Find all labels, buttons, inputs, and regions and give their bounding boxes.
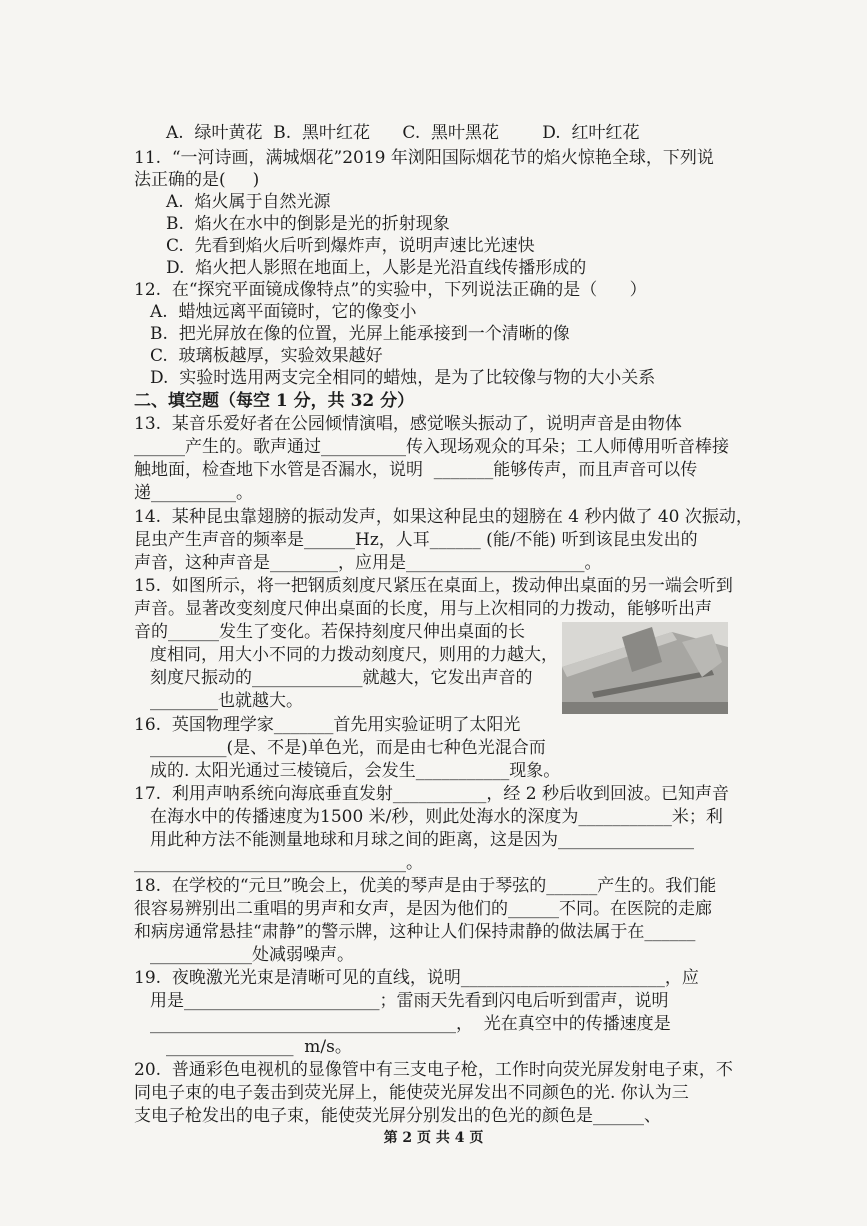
ruler-illustration xyxy=(562,622,728,714)
q15-line4: 度相同，用大小不同的力拨动刻度尺，则用的力越大， xyxy=(150,645,558,665)
q20-line3: 支电子枪发出的电子束，能使荧光屏分别发出的色光的颜色是______、 xyxy=(134,1106,661,1126)
q11-option-c: C. 先看到焰火后听到爆炸声，说明声速比光速快 xyxy=(166,236,535,256)
q19-line1: 19. 夜晚激光光束是清晰可见的直线，说明________________________，应 xyxy=(134,968,699,988)
page-number-footer: 第 2 页 共 4 页 xyxy=(383,1130,484,1146)
q17-line4: ________________________________。 xyxy=(134,853,423,873)
q13-line2: ______产生的。歌声通过__________传入现场观众的耳朵；工人师傅用听音棒接 xyxy=(134,437,729,457)
q18-line3: 和病房通常悬挂“肃静”的警示牌，这种让人们保持肃静的做法属于在______ xyxy=(134,922,696,942)
q14-line1: 14. 某种昆虫靠翅膀的振动发声，如果这种昆虫的翅膀在 4 秒内做了 40 次振动， xyxy=(134,507,753,527)
q19-line3: ____________________________________， 光在真空中的传播速度是 xyxy=(150,1014,671,1034)
q12-option-b: B. 把光屏放在像的位置，光屏上能承接到一个清晰的像 xyxy=(150,324,570,344)
q17-line3: 用此种方法不能测量地球和月球之间的距离，这是因为________________ xyxy=(150,830,694,850)
section-2-title: 二、填空题（每空 1 分，共 32 分） xyxy=(134,391,415,411)
q11-option-b: B. 焰火在水中的倒影是光的折射现象 xyxy=(166,214,450,234)
q11-stem-line2: 法正确的是( ) xyxy=(134,170,260,190)
q15-line2: 声音。显著改变刻度尺伸出桌面的长度，用与上次相同的力拨动，能够听出声 xyxy=(134,599,712,619)
q12-stem: 12. 在“探究平面镜成像特点”的实验中，下列说法正确的是（ ） xyxy=(134,280,647,300)
q13-line3: 触地面，检查地下水管是否漏水，说明 _______能够传声，而且声音可以传 xyxy=(134,460,698,480)
q14-line3: 声音，这种声音是________，应用是_____________________。 xyxy=(134,553,602,573)
q15-line3: 音的______发生了变化。若保持刻度尺伸出桌面的长 xyxy=(134,622,525,642)
q18-line4: ____________处减弱噪声。 xyxy=(150,945,354,965)
q14-line2: 昆虫产生声音的频率是______Hz，人耳______ (能/不能) 听到该昆虫发出的 xyxy=(134,530,698,550)
q17-line1: 17. 利用声呐系统向海底垂直发射___________，经 2 秒后收到回波。已知声音 xyxy=(134,784,729,804)
q15-line5: 刻度尺振动的_____________就越大，它发出声音的 xyxy=(150,668,533,688)
q10-options: A. 绿叶黄花 B. 黑叶红花 C. 黑叶黑花 D. 红叶红花 xyxy=(166,123,640,143)
q11-option-a: A. 焰火属于自然光源 xyxy=(166,192,331,212)
q19-line2: 用是_______________________；雷雨天先看到闪电后听到雷声，说明 xyxy=(150,991,669,1011)
q12-option-c: C. 玻璃板越厚，实验效果越好 xyxy=(150,346,383,366)
q15-line1: 15. 如图所示，将一把钢质刻度尺紧压在桌面上，拨动伸出桌面的另一端会听到 xyxy=(134,576,733,596)
q13-line1: 13. 某音乐爱好者在公园倾情演唱，感觉喉头振动了，说明声音是由物体 xyxy=(134,414,682,434)
q18-line2: 很容易辨别出二重唱的男声和女声，是因为他们的______不同。在医院的走廊 xyxy=(134,899,712,919)
q16-line2: _________(是、不是)单色光，而是由七种色光混合而 xyxy=(150,738,546,758)
q12-option-d: D. 实验时选用两支完全相同的蜡烛，是为了比较像与物的大小关系 xyxy=(150,368,656,388)
q12-option-a: A. 蜡烛远离平面镜时，它的像变小 xyxy=(150,302,417,322)
q18-line1: 18. 在学校的“元旦”晚会上，优美的琴声是由于琴弦的______产生的。我们能 xyxy=(134,876,717,896)
q20-line2: 同电子束的电子轰击到荧光屏上，能使荧光屏发出不同颜色的光. 你认为三 xyxy=(134,1083,689,1103)
q11-option-d: D. 焰火把人影照在地面上，人影是光沿直线传播形成的 xyxy=(166,258,587,278)
ruler-on-table-photo xyxy=(562,622,728,714)
q19-line4: _______________ m/s。 xyxy=(166,1037,352,1057)
q13-line4: 递__________。 xyxy=(134,483,253,503)
q16-line1: 16. 英国物理学家_______首先用实验证明了太阳光 xyxy=(134,715,521,735)
q11-stem-line1: 11. “一河诗画，满城烟花”2019 年浏阳国际烟花节的焰火惊艳全球，下列说 xyxy=(134,148,714,168)
q15-line6: ________也就越大。 xyxy=(150,691,303,711)
q20-line1: 20. 普通彩色电视机的显像管中有三支电子枪，工作时向荧光屏发射电子束，不 xyxy=(134,1060,733,1080)
q16-line3: 成的. 太阳光通过三棱镜后，会发生___________现象。 xyxy=(150,761,561,781)
q17-line2: 在海水中的传播速度为1500 米/秒，则此处海水的深度为___________米；利 xyxy=(150,807,723,827)
